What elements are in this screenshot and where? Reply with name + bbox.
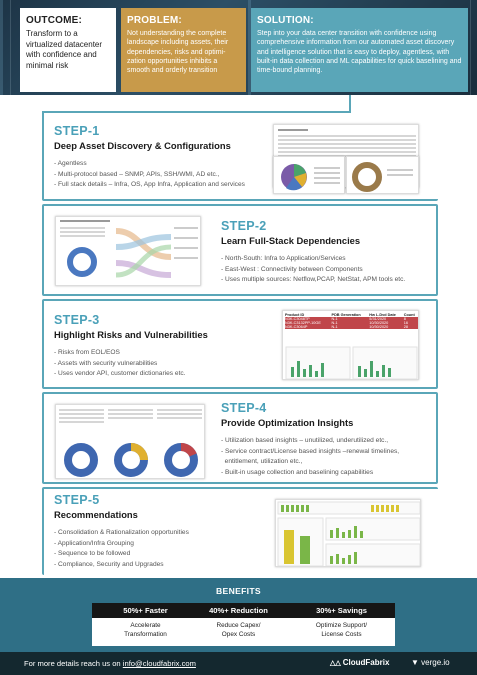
step2-bullet: - North-South: Infra to Application/Services	[221, 255, 346, 262]
step5-bullet: - Compliance, Security and Upgrades	[54, 560, 164, 568]
problem-text: Not understanding the complete landscape including assets, their dependencies, risks and optimi-zation opportunities inhibits a smooth and orderly transition	[127, 30, 229, 75]
footer	[0, 652, 477, 675]
benefit-card	[288, 603, 395, 646]
step5-screenshot-recommendations	[275, 499, 421, 567]
step2-bullet: - East-West : Connectivity between Components	[221, 265, 363, 273]
solution-text: Step into your data center transition with confidence using comprehensive information from our automated asset discovery and intelligence solution that is easy to deploy, agentless, with built-in data collection and ML capabilities for quick baselining and time-bound planning.	[257, 30, 462, 75]
step1	[54, 124, 269, 191]
benefit-desc: Optimize Support/	[315, 622, 368, 629]
utilization-donuts-icon	[56, 405, 205, 479]
benefit-headline: 30%+ Savings	[288, 603, 395, 618]
vergeio-logo-icon: ▼	[411, 658, 419, 667]
benefit-card	[185, 603, 292, 646]
step1-screenshot-donut-chart	[346, 156, 419, 194]
step2	[221, 219, 436, 286]
step4-bullet: entitlement, utilization etc.,	[221, 458, 303, 466]
step2-bullet: - Uses multiple sources: Netflow,PCAP, NetStat, APM tools etc.	[221, 276, 406, 284]
step1-bullet: - Full stack details – Infra, OS, App Infra, Application and services	[54, 181, 245, 189]
outcome-text: Transform to a virtualized datacenter with confidence and minimal risk	[26, 29, 103, 70]
benefit-desc: Opex Costs	[221, 630, 256, 638]
step2-screenshot-dependencies	[55, 216, 201, 286]
vergeio-logo	[411, 658, 450, 667]
rack-line	[470, 0, 471, 95]
footer-contact	[24, 659, 196, 668]
donut-chart-icon	[347, 157, 419, 194]
footer-contact-text: For more details reach us on	[24, 659, 121, 668]
risk-bar-charts-icon	[283, 311, 419, 380]
step1-number: STEP-1	[54, 124, 100, 138]
benefit-headline: 50%+ Faster	[92, 603, 199, 618]
table-cell: 8	[403, 317, 406, 321]
table-cell: N3K-C3132PP-10GE	[285, 321, 321, 325]
step4	[221, 401, 436, 478]
step5-bullet: - Application/Infra Grouping	[54, 539, 134, 547]
step1-bullet: - Agentless	[54, 160, 87, 167]
problem-title: PROBLEM:	[127, 15, 182, 26]
table-cell: 5/31/2020	[369, 317, 387, 321]
hero-banner	[0, 0, 477, 95]
table-cell: 10/30/2020	[369, 321, 389, 325]
step3-bullet: - Assets with security vulnerabilities	[54, 359, 158, 367]
step1-bullet: - Multi-protocol based – SNMP, APIs, SSH/WMI, AD etc.,	[54, 170, 220, 178]
step4-number: STEP-4	[221, 401, 267, 415]
step3-bullet: - Risks from EOL/EOS	[54, 349, 120, 356]
contact-email-link[interactable]: info@cloudfabrix.com	[122, 659, 196, 668]
benefit-desc: Transformation	[124, 630, 167, 638]
connector-line	[349, 95, 351, 112]
cloudfabrix-logo-icon: △△	[330, 660, 343, 667]
step3-screenshot-risk-table	[282, 310, 419, 380]
solution-box	[251, 8, 468, 92]
step5-title: Recommendations	[54, 509, 138, 520]
risk-table-header: PDB Generation	[331, 313, 361, 317]
step3-number: STEP-3	[54, 313, 100, 327]
recommendation-charts-icon	[276, 500, 421, 567]
risk-table-header: Product ID	[285, 313, 305, 317]
step4-screenshot-utilization	[55, 404, 205, 479]
step4-bullet: - Service contract/License based insights –renewal timelines,	[221, 447, 400, 455]
rack-line	[10, 0, 11, 95]
sankey-chart-icon	[56, 217, 201, 286]
benefit-desc: Reduce Capex/	[216, 622, 261, 629]
benefits-title: BENEFITS	[216, 586, 261, 596]
benefit-card	[92, 603, 199, 646]
step5-bullet: - Sequence to be followed	[54, 550, 131, 558]
vergeio-logo-text: verge.io	[421, 658, 450, 667]
step2-number: STEP-2	[221, 219, 267, 233]
step5	[54, 493, 269, 570]
benefit-desc: License Costs	[321, 630, 362, 638]
table-cell: N3K-C3048TP	[285, 317, 310, 321]
table-cell: N3K-C3064P	[285, 325, 308, 329]
problem-box	[121, 8, 246, 92]
benefit-desc: Accelerate	[130, 622, 161, 629]
table-cell: N-1	[331, 325, 338, 329]
rack-line	[0, 0, 3, 95]
outcome-title: OUTCOME:	[26, 15, 83, 26]
cloudfabrix-logo	[330, 658, 389, 667]
step5-bullet: - Consolidation & Rationalization opportunities	[54, 529, 189, 536]
table-cell: N-1	[331, 321, 338, 325]
step2-title: Learn Full-Stack Dependencies	[221, 235, 361, 246]
step4-bullet: - Built-in usage collection and baselining capabilities	[221, 468, 374, 476]
solution-title: SOLUTION:	[257, 15, 314, 26]
risk-table-header: Hw L.Dvd Date	[369, 313, 396, 317]
step3	[54, 313, 269, 380]
risk-table-header: Count	[403, 313, 415, 317]
step1-title: Deep Asset Discovery & Configurations	[54, 140, 231, 151]
table-cell: 16	[403, 321, 408, 325]
pie-chart-icon	[274, 157, 345, 194]
benefit-headline: 40%+ Reduction	[185, 603, 292, 618]
outcome-box	[20, 8, 116, 92]
step5-number: STEP-5	[54, 493, 100, 507]
step3-bullet: - Uses vendor API, customer dictionaries etc.	[54, 370, 186, 378]
step1-screenshot-pie-chart	[273, 156, 345, 194]
step4-bullet: - Utilization based insights – unutilized, underutilized etc.,	[221, 437, 389, 444]
table-cell: N-1	[331, 317, 338, 321]
cloudfabrix-logo-text: CloudFabrix	[342, 658, 390, 667]
step3-title: Highlight Risks and Vulnerabilities	[54, 329, 208, 340]
benefits-section	[0, 578, 477, 652]
table-cell: 10/30/2020	[369, 325, 389, 329]
table-cell: 28	[403, 325, 408, 329]
step4-title: Provide Optimization Insights	[221, 417, 354, 428]
